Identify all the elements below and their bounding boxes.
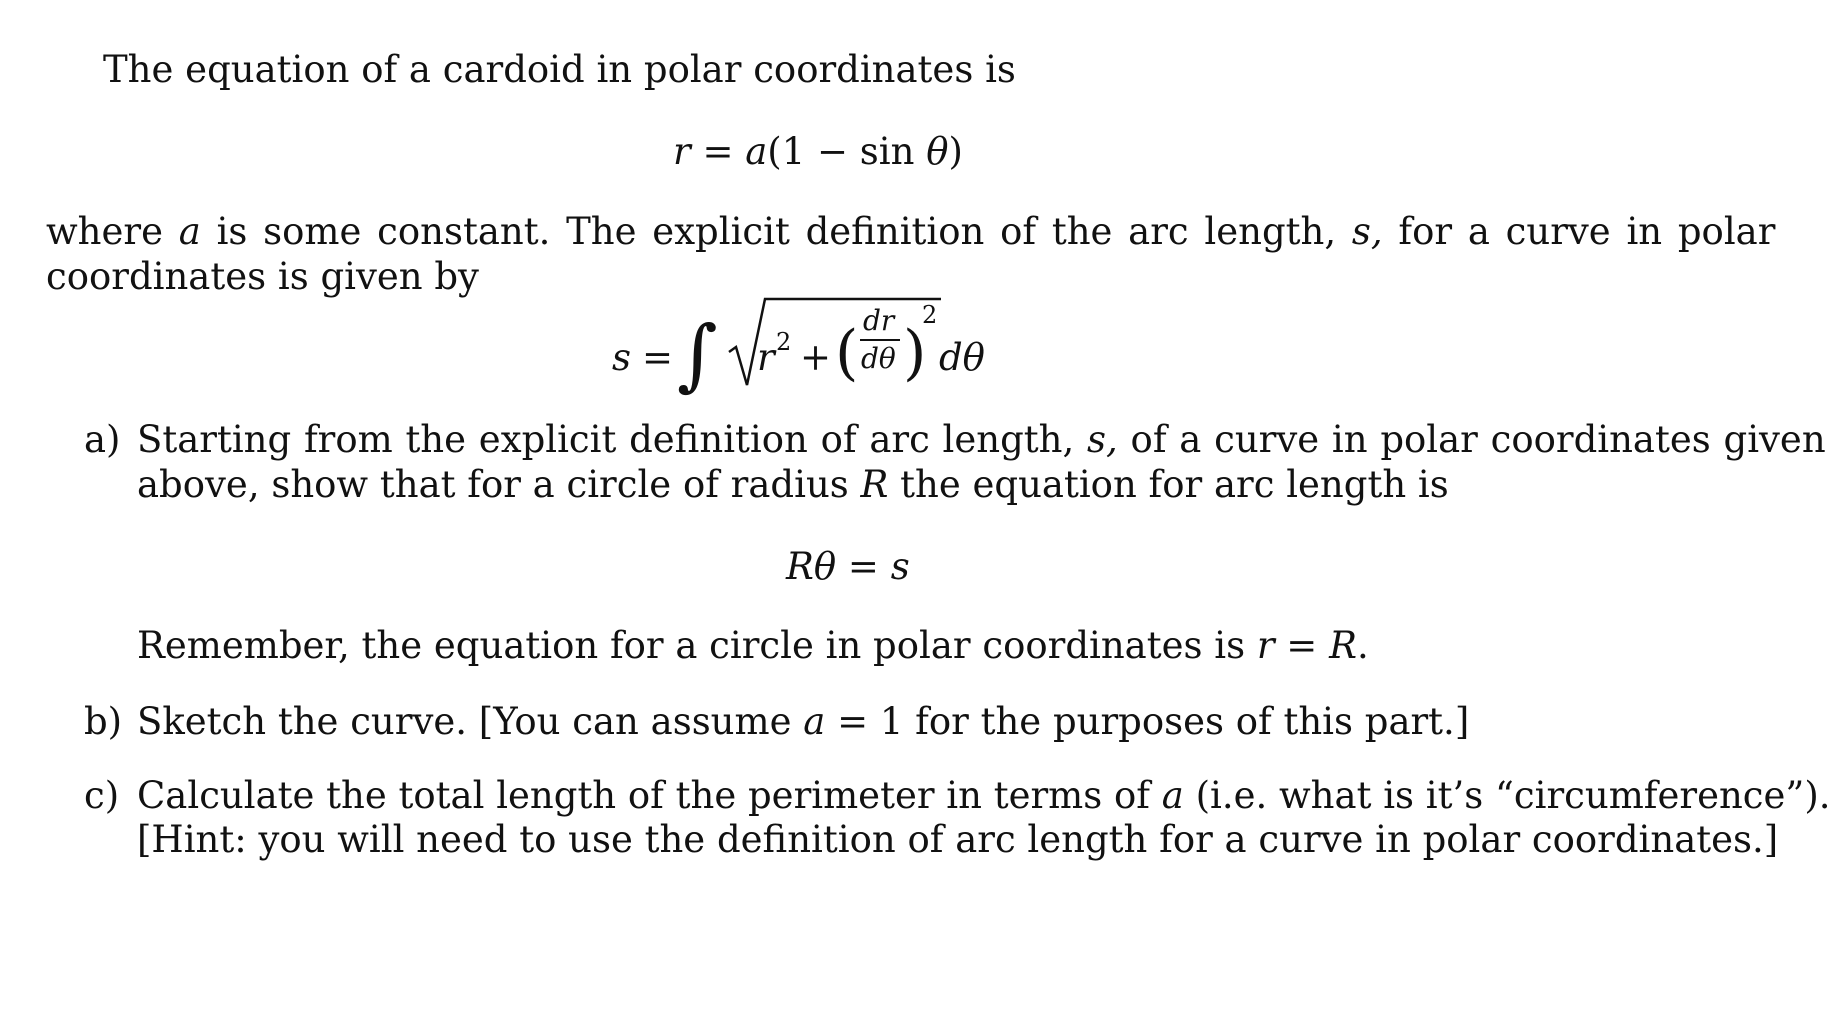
part-c-line1	[137, 774, 1831, 817]
cardioid-equation	[673, 130, 963, 173]
eq1-rest: (1 − sin	[767, 130, 915, 173]
part-c-line1-pre: Calculate the total length of the perimeter in terms of	[137, 774, 1150, 817]
eq3-lhs: Rθ	[786, 545, 837, 588]
integral-sign: ∫	[677, 310, 718, 400]
part-c-line2	[137, 818, 1778, 861]
eq2-plus: +	[800, 336, 832, 379]
eq2-fraction-bar	[860, 339, 900, 341]
remember-text: Remember, the equation for a circle in polar coordinates is	[137, 624, 1246, 667]
part-a-s: s,	[1087, 418, 1118, 461]
part-a-line1-post: of a curve in polar coordinates given	[1130, 418, 1826, 461]
intro-sentence: The equation of a cardoid in polar coordinates is	[103, 48, 1016, 91]
part-a-line1-pre: Starting from the explicit definition of arc length,	[137, 418, 1075, 461]
part-c-label: c)	[84, 774, 120, 817]
eq2-r: r	[757, 336, 775, 379]
eq2-exp: 2	[922, 301, 938, 329]
para2-line2-text: coordinates is given by	[46, 255, 479, 298]
part-b-text-post: for the purposes of this part.]	[915, 700, 1470, 743]
para2-post: for a curve in polar	[1398, 210, 1776, 253]
eq2-dtheta-denominator: dθ	[861, 342, 896, 375]
part-a-line2-post: the equation for arc length is	[900, 463, 1449, 506]
part-a-line2-pre: above, show that for a circle of radius	[137, 463, 849, 506]
eq2-equals: =	[642, 336, 674, 379]
eq2-s: s	[612, 336, 631, 379]
para2-line1	[46, 210, 1776, 253]
eq3-rhs: s	[890, 545, 910, 588]
part-b-a: a	[803, 700, 826, 743]
para2-mid: is some constant. The explicit definition of the arc length,	[216, 210, 1337, 253]
part-c-line1-post: (i.e. what is it’s “circumference”).	[1195, 774, 1831, 817]
remember-r: r	[1256, 624, 1275, 667]
part-b-eq: = 1	[837, 700, 904, 743]
remember-line	[137, 624, 1369, 667]
eq2-dr: dr	[863, 304, 895, 337]
eq1-equals: =	[702, 130, 734, 173]
part-b-line	[137, 700, 1469, 743]
circle-arc-equation	[786, 545, 910, 588]
para2-where: where	[46, 210, 163, 253]
eq2-r-exp: 2	[776, 328, 792, 356]
remember-eq: =	[1286, 624, 1318, 667]
para2-line2	[46, 255, 479, 298]
intro-text	[103, 48, 1016, 91]
eq1-close: )	[948, 130, 963, 173]
eq1-lhs: r	[673, 130, 691, 173]
part-c-hint: [Hint: you will need to use the definition of arc length for a curve in polar coordinates.]	[137, 818, 1779, 861]
eq2-dtheta: dθ	[939, 336, 985, 379]
eq2-rparen: )	[903, 318, 927, 388]
part-a-line1	[137, 418, 1826, 461]
part-a-label: a)	[84, 418, 121, 461]
part-a-line2	[137, 463, 1449, 506]
eq1-theta: θ	[926, 130, 949, 173]
para2-s: s,	[1351, 210, 1383, 253]
part-b-label: b)	[84, 700, 123, 743]
remember-end: .	[1356, 624, 1369, 667]
remember-R: R	[1329, 624, 1357, 667]
eq2-lparen: (	[835, 318, 859, 388]
part-a-R: R	[860, 463, 889, 506]
para2-a: a	[178, 210, 201, 253]
part-b-text-pre: Sketch the curve. [You can assume	[137, 700, 792, 743]
eq1-a: a	[745, 130, 768, 173]
eq3-equals: =	[847, 545, 879, 588]
part-c-a: a	[1161, 774, 1184, 817]
